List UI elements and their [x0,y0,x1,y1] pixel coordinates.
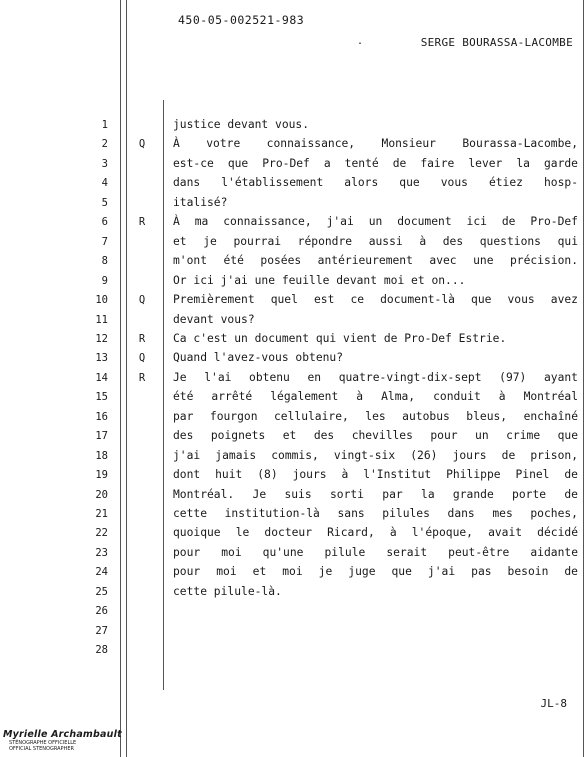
line-text: m'ont été posées antérieurement avec une précision. [173,254,578,268]
line-text: pour moi et moi je juge que j'ai pas besoin de [173,565,578,579]
line-number: 4 [101,177,108,190]
line-text: et je pourrai répondre aussi à des questions qui [173,234,578,248]
line-text: j'ai jamais commis, vingt-six (26) jours de prison, [173,448,578,462]
stenographer-stamp [3,729,122,752]
line-text: Quand l'avez-vous obtenu? [173,351,344,365]
left-margin-rule [120,0,121,757]
witness-name: SERGE BOURASSA-LACOMBE [420,36,573,49]
line-number: 13 [95,352,108,365]
line-number: 2 [101,138,108,151]
line-text: cette institution-là sans pilules dans mes poches, [173,507,578,520]
line-number: 16 [95,410,108,423]
line-number: 28 [95,644,108,657]
line-text: devant vous? [173,312,255,326]
line-text: Montréal. Je suis sorti par la grande porte de [173,487,578,501]
line-number: 15 [95,391,108,404]
line-text: À ma connaissance, j'ai un document ici de Pro-Def [173,215,578,229]
line-text: Je l'ai obtenu en quatre-vingt-dix-sept (97) ayant [173,370,578,384]
line-number: 18 [95,449,108,462]
line-number: 6 [101,216,108,229]
line-number: 14 [95,371,108,384]
stray-mark: . [357,36,364,47]
line-text: Or ici j'ai une feuille devant moi et on... [173,273,466,287]
line-text: Premièrement quel est ce document-là que vous avez [173,293,578,307]
line-number: 3 [101,157,108,170]
line-text: été arrêté légalement à Alma, conduit à Montréal [173,390,578,404]
line-number: 11 [95,313,108,326]
line-text: À votre connaissance, Monsieur Bourassa-Lacombe, [173,137,578,151]
line-number: 5 [101,196,108,209]
line-text: dont huit (8) jours à l'Institut Philippe Pinel de [173,468,578,482]
line-number: 20 [95,488,108,501]
right-margin-rule [583,0,584,757]
file-number: 450-05-002521-983 [178,13,305,27]
line-number: 1 [101,119,108,131]
speaker-marker: Q [138,138,146,151]
line-number: 23 [95,546,108,559]
line-text: dans l'établissement alors que vous étiez hosp- [173,176,578,190]
line-number: 12 [95,332,108,345]
line-text: italisé? [173,195,228,209]
speaker-marker: Q [138,352,146,365]
stenographer-title-fr: STÉNOGRAPHE OFFICIELLE [9,740,77,746]
question-column-rule [163,100,164,690]
line-number: 8 [101,255,108,268]
line-number: 24 [95,566,108,579]
line-number: 7 [101,235,108,248]
stenographer-title-en: OFFICIAL STENOGRAPHER [9,746,74,752]
line-number: 19 [95,469,108,482]
line-text: pour moi qu'une pilule serait peut-être aidante [173,545,578,559]
line-number: 17 [95,430,108,443]
page-label: JL-8 [540,697,567,710]
left-margin-rule [126,0,127,757]
line-text: justice devant vous. [173,118,310,131]
stenographer-name: Myrielle Archambault [3,729,122,740]
line-number: 25 [95,585,108,598]
line-number: 27 [95,624,108,637]
line-number: 26 [95,605,108,618]
line-number: 9 [101,274,108,287]
line-number: 10 [95,294,108,307]
line-text: des poignets et des chevilles pour un crime que [173,429,578,443]
speaker-marker: Q [138,294,146,307]
line-text: cette pilule-là. [173,584,282,598]
line-text: par fourgon cellulaire, les autobus bleus, enchaîné [173,409,578,423]
line-text: Ca c'est un document qui vient de Pro-Def Estrie. [173,331,507,345]
speaker-marker: R [138,371,146,384]
speaker-marker: R [138,216,146,229]
line-number: 22 [95,527,108,540]
line-text: est-ce que Pro-Def a tenté de faire lever la garde [173,156,578,170]
speaker-marker: R [138,332,146,345]
line-text: quoique le docteur Ricard, à l'époque, avait décidé [173,526,578,540]
line-number: 21 [95,508,108,520]
